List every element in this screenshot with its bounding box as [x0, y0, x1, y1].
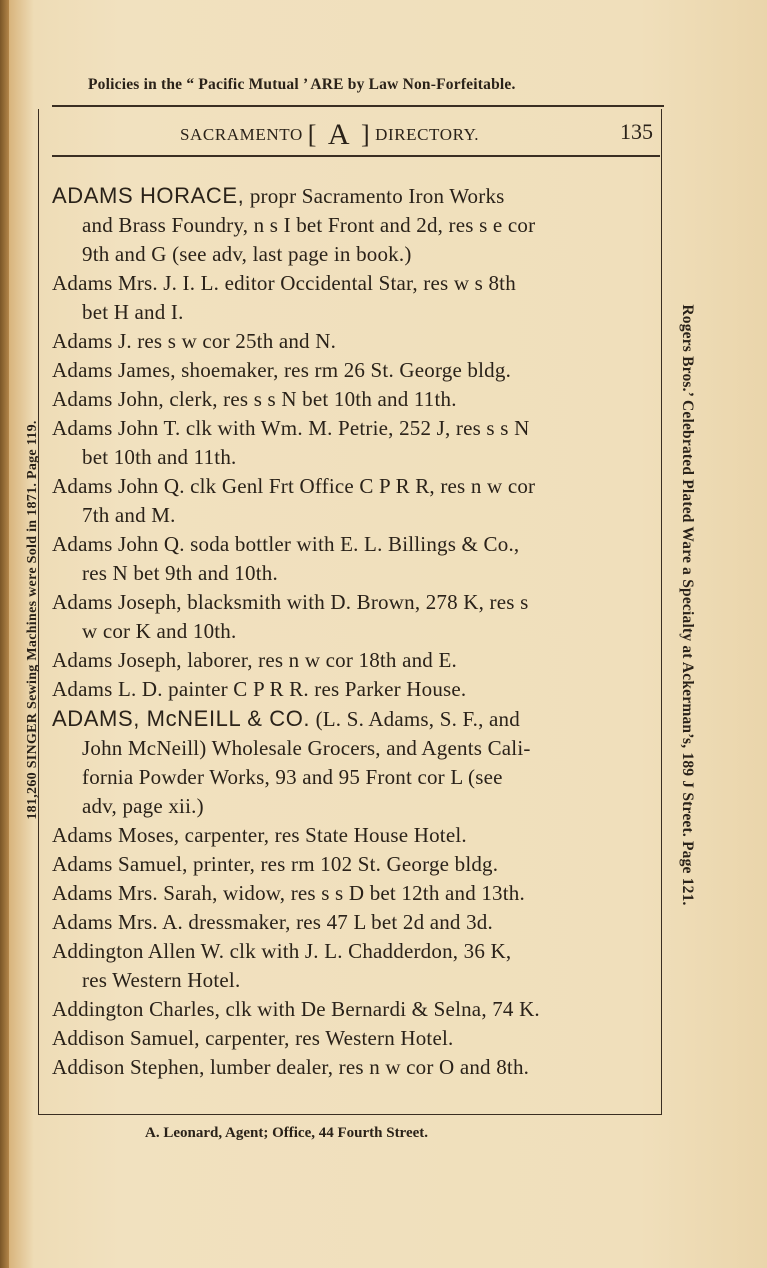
- entry-line: [52, 240, 658, 269]
- entry-text: Adams Moses, carpenter, res State House Hotel.: [52, 823, 467, 847]
- entry-line: [52, 414, 658, 443]
- entry-line: [52, 211, 658, 240]
- running-head-title: DIRECTORY.: [375, 125, 480, 144]
- entry-line: [52, 821, 658, 850]
- entry-text: 7th and M.: [82, 503, 176, 527]
- entry-text: Adams John T. clk with Wm. M. Petrie, 252 J, res s s N: [52, 416, 530, 440]
- entry-text: Addington Allen W. clk with J. L. Chadderdon, 36 K,: [52, 939, 512, 963]
- entry-line: [52, 443, 658, 472]
- directory-entry: [52, 908, 658, 937]
- entry-line: [52, 908, 658, 937]
- entry-text: res N bet 9th and 10th.: [82, 561, 278, 585]
- entry-text: John McNeill) Wholesale Grocers, and Agents Cali-: [82, 736, 531, 760]
- entry-line: [52, 617, 658, 646]
- entry-line: [52, 356, 658, 385]
- entry-text: Adams John, clerk, res s s N bet 10th and 11th.: [52, 387, 457, 411]
- directory-entry: [52, 385, 658, 414]
- entry-text: and Brass Foundry, n s I bet Front and 2d, res s e cor: [82, 213, 536, 237]
- entry-line: [52, 1024, 658, 1053]
- directory-entry: [52, 1053, 658, 1082]
- right-margin-advertisement: [676, 215, 698, 995]
- entry-line: [52, 327, 658, 356]
- entry-text: Adams Joseph, laborer, res n w cor 18th and E.: [52, 648, 457, 672]
- entry-name: ADAMS HORACE,: [52, 183, 245, 208]
- directory-entry: [52, 356, 658, 385]
- entry-line: [52, 530, 658, 559]
- entry-line: [52, 734, 658, 763]
- directory-entries: [52, 181, 658, 1082]
- running-head-letter: A: [327, 118, 351, 151]
- directory-entry: [52, 472, 658, 530]
- running-head-bracket-open: [: [307, 120, 317, 149]
- entry-line: [52, 501, 658, 530]
- entry-text: Adams J. res s w cor 25th and N.: [52, 329, 337, 353]
- entry-line: [52, 298, 658, 327]
- top-advertisement: Policies in the “ Pacific Mutual ’ ARE by Law Non-Forfeitable.: [88, 76, 516, 93]
- entry-text: Addison Stephen, lumber dealer, res n w cor O and 8th.: [52, 1055, 530, 1079]
- entry-line: [52, 472, 658, 501]
- entry-line: [52, 675, 658, 704]
- entry-line: [52, 995, 658, 1024]
- entry-line: [52, 792, 658, 821]
- directory-entry: [52, 269, 658, 327]
- directory-entry: [52, 414, 658, 472]
- entry-name: ADAMS, McNEILL & CO.: [52, 706, 311, 731]
- left-margin-text: 181,260 SINGER Sewing Machines were Sold in 1871. Page 119.: [25, 420, 40, 820]
- book-binding-edge: [0, 0, 9, 1268]
- directory-entry: [52, 995, 658, 1024]
- entry-line: [52, 763, 658, 792]
- entry-text: (L. S. Adams, S. F., and: [310, 707, 520, 731]
- left-margin-advertisement: [23, 330, 43, 910]
- entry-text: Adams Mrs. A. dressmaker, res 47 L bet 2d and 3d.: [52, 910, 493, 934]
- entry-line: [52, 704, 658, 734]
- entry-line: [52, 559, 658, 588]
- entry-text: Adams Joseph, blacksmith with D. Brown, 278 K, res s: [52, 590, 529, 614]
- directory-entry: [52, 850, 658, 879]
- directory-entry: [52, 937, 658, 995]
- entry-text: Adams John Q. soda bottler with E. L. Billings & Co.,: [52, 532, 520, 556]
- directory-entry: [52, 1024, 658, 1053]
- bottom-advertisement: A. Leonard, Agent; Office, 44 Fourth Street.: [145, 1125, 429, 1141]
- directory-entry: [52, 821, 658, 850]
- entry-line: [52, 588, 658, 617]
- entry-text: Adams Samuel, printer, res rm 102 St. George bldg.: [52, 852, 499, 876]
- directory-entry: [52, 704, 658, 821]
- entry-text: propr Sacramento Iron Works: [244, 184, 505, 208]
- entry-line: [52, 937, 658, 966]
- directory-entry: [52, 588, 658, 646]
- entry-text: Adams L. D. painter C P R R. res Parker House.: [52, 677, 467, 701]
- entry-text: fornia Powder Works, 93 and 95 Front cor L (see: [82, 765, 503, 789]
- running-head-city: SACRAMENTO: [180, 125, 303, 144]
- entry-text: bet 10th and 11th.: [82, 445, 237, 469]
- entry-text: Addington Charles, clk with De Bernardi & Selna, 74 K.: [52, 997, 540, 1021]
- page-number: 135: [620, 119, 653, 144]
- entry-line: [52, 879, 658, 908]
- entry-text: Adams Mrs. Sarah, widow, res s s D bet 12th and 13th.: [52, 881, 525, 905]
- entry-line: [52, 385, 658, 414]
- directory-entry: [52, 675, 658, 704]
- entry-text: w cor K and 10th.: [82, 619, 237, 643]
- entry-line: [52, 850, 658, 879]
- entry-line: [52, 1053, 658, 1082]
- entry-text: Addison Samuel, carpenter, res Western Hotel.: [52, 1026, 454, 1050]
- entry-text: 9th and G (see adv, last page in book.): [82, 242, 412, 266]
- entry-text: Adams Mrs. J. I. L. editor Occidental Star, res w s 8th: [52, 271, 516, 295]
- entry-text: Adams John Q. clk Genl Frt Office C P R R, res n w cor: [52, 474, 536, 498]
- top-rule: [52, 105, 664, 107]
- directory-entry: [52, 879, 658, 908]
- directory-entry: [52, 530, 658, 588]
- entry-text: adv, page xii.): [82, 794, 204, 818]
- directory-entry: [52, 646, 658, 675]
- entry-line: [52, 646, 658, 675]
- running-head-bracket-close: ]: [360, 120, 371, 149]
- header-rule: [52, 155, 660, 157]
- entry-line: [52, 181, 658, 211]
- directory-entry: [52, 181, 658, 269]
- entry-text: bet H and I.: [82, 300, 184, 324]
- right-margin-text: Rogers Bros.’ Celebrated Plated Ware a Specialty at Ackerman’s, 189 J Street. Page 121.: [679, 304, 696, 906]
- entry-line: [52, 269, 658, 298]
- entry-line: [52, 966, 658, 995]
- running-head: [180, 118, 479, 152]
- entry-text: res Western Hotel.: [82, 968, 241, 992]
- entry-text: Adams James, shoemaker, res rm 26 St. George bldg.: [52, 358, 512, 382]
- directory-entry: [52, 327, 658, 356]
